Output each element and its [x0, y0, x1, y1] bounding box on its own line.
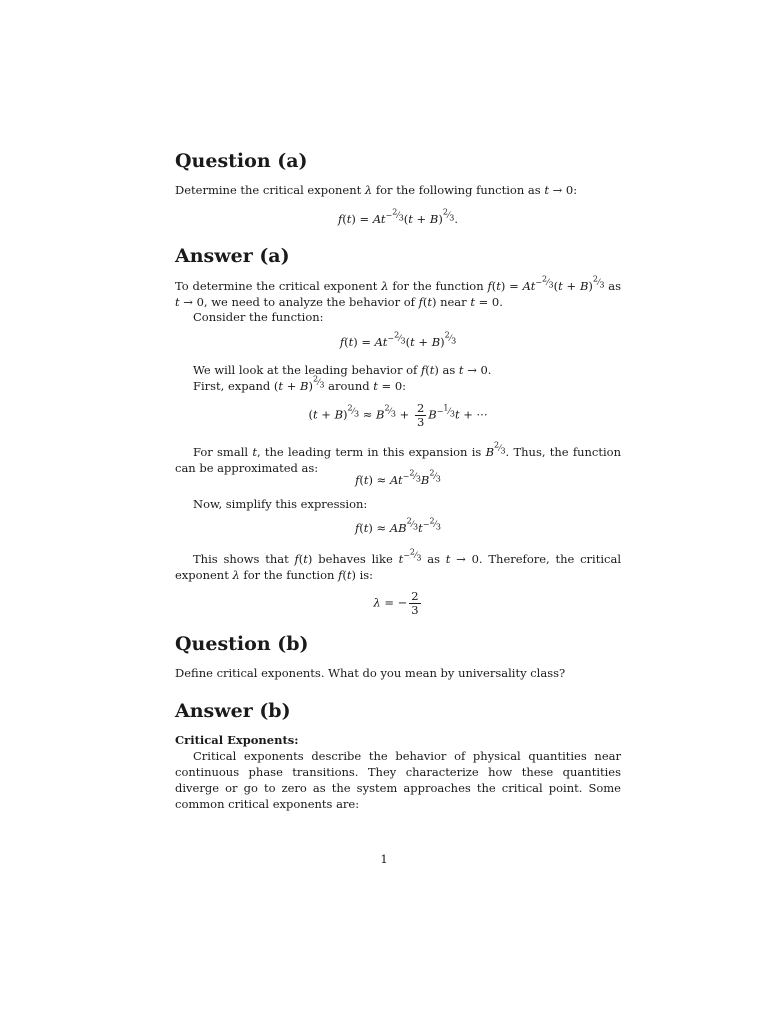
answer-b-subheading: Critical Exponents: — [175, 733, 299, 747]
answer-a-heading: Answer (a) — [175, 245, 290, 267]
answer-a-paragraph-2: Consider the function: — [193, 310, 324, 324]
answer-a-equation-5: λ = − $\frac{2}{3}$ — [373, 589, 419, 617]
answer-a-paragraph-4: First, expand $(t + B)^{^2⁄_3}$ around t = 0: — [193, 374, 407, 393]
question-a-equation: $f(t) = At^{-^2⁄_3}(t + B)^{^2⁄_3}$. — [337, 207, 458, 226]
answer-b-heading: Answer (b) — [175, 700, 291, 722]
answer-a-equation-1: $f(t) = At^{-^2⁄_3}(t + B)^{^2⁄_3}$ — [339, 330, 457, 349]
answer-a-paragraph-5: For small t, the leading term in this expansion is $B^{^2⁄_3}$. Thus, the function can be approximated as: — [175, 440, 621, 475]
answer-b-paragraph-1: Critical exponents describe the behavior of physical quantities near continuous phase transitions. They characterize how these quantities diverge or go to zero as the system approaches the critical point. Some common critical exponents are: — [175, 749, 621, 811]
answer-a-paragraph-1: To determine the critical exponent λ for the function $f(t) = At^{-^2⁄_3}(t + B)^{^2⁄_3}$ as t → 0, we need to analyze the behavior of f(t) near t = 0. — [175, 274, 622, 309]
question-a-text: Determine the critical exponent λ for the following function as t → 0: — [175, 183, 578, 197]
answer-a-equation-3: $f(t) \approx At^{-^2⁄_3}B^{^2⁄_3}$ — [355, 468, 441, 487]
question-b-text: Define critical exponents. What do you mean by universality class? — [175, 666, 566, 680]
answer-a-paragraph-3: We will look at the leading behavior of f(t) as t → 0. — [193, 363, 492, 377]
page-number: 1 — [380, 852, 388, 866]
question-a-heading: Question (a) — [175, 150, 308, 172]
answer-a-equation-4: $f(t) \approx AB^{^2⁄_3}t^{-^2⁄_3}$ — [355, 516, 441, 535]
answer-a-paragraph-6: Now, simplify this expression: — [193, 497, 368, 511]
question-b-heading: Question (b) — [175, 633, 309, 655]
answer-a-equation-2: $(t + B)^{^2⁄_3} \approx B^{^2⁄_3}$ + $\frac{2}{3}$ $B^{-^1⁄_3}t$ + ··· — [308, 401, 488, 429]
answer-a-paragraph-7: This shows that f(t) behaves like $t^{-^2⁄_3}$ as t → 0. Therefore, the critical exponent λ for the function f(t) is: — [175, 547, 622, 582]
